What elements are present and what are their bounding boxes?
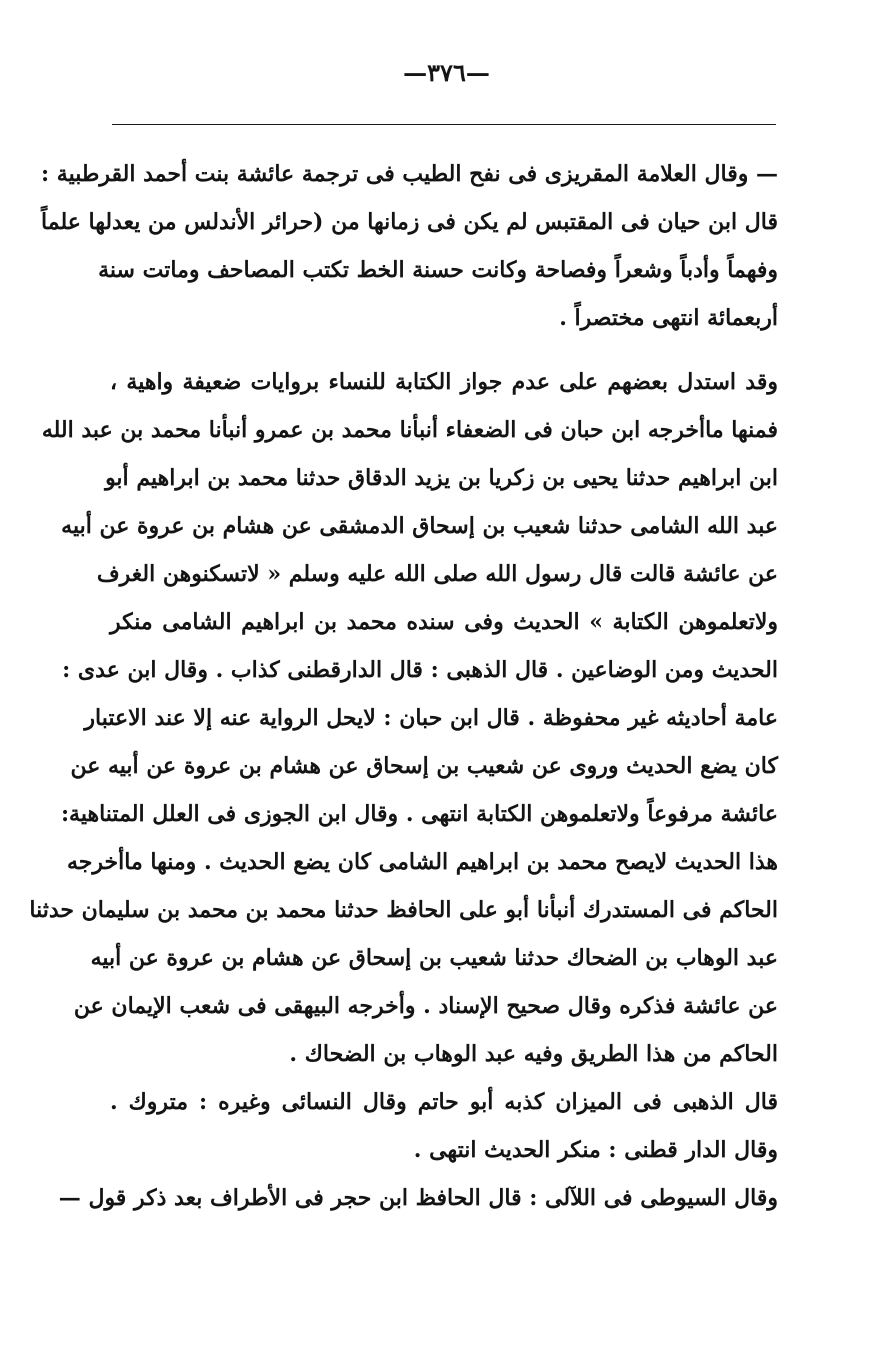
header-divider bbox=[112, 124, 776, 125]
page-number: —٣٧٦— bbox=[403, 58, 490, 87]
text-line: الحديث ومن الوضاعين . قال الذهبى : قال الدارقطنى كذاب . وقال ابن عدى : bbox=[62, 657, 778, 683]
text-line: وقال الدار قطنى : منكر الحديث انتهى . bbox=[413, 1137, 778, 1163]
text-line: وقال السيوطى فى اللآلى : قال الحافظ ابن حجر فى الأطراف بعد ذكر قول — bbox=[58, 1185, 778, 1211]
paragraph-spacer bbox=[110, 342, 778, 358]
text-line: عبد الله الشامى حدثنا شعيب بن إسحاق الدمشقى عن هشام بن عروة عن أبيه bbox=[61, 513, 778, 539]
text-line: قال ابن حيان فى المقتبس لم يكن فى زمانها من (حرائر الأندلس من يعدلها علماً bbox=[41, 209, 778, 235]
text-line: هذا الحديث لايصح محمد بن ابراهيم الشامى كان يضع الحديث . ومنها ماأخرجه bbox=[67, 849, 778, 875]
paragraph-4 bbox=[58, 1174, 778, 1222]
text-line: ابن ابراهيم حدثنا يحيى بن زكريا بن يزيد الدقاق حدثنا محمد بن ابراهيم أبو bbox=[105, 465, 778, 491]
text-line: أربعمائة انتهى مختصراً . bbox=[559, 305, 778, 331]
paragraph-3 bbox=[110, 1078, 778, 1174]
paragraph-1 bbox=[41, 150, 778, 342]
page-body bbox=[29, 150, 778, 1222]
text-line: عامة أحاديثه غير محفوظة . قال ابن حبان : لايحل الرواية عنه إلا عند الاعتبار bbox=[84, 705, 778, 731]
text-line: عبد الوهاب بن الضحاك حدثنا شعيب بن إسحاق عن هشام بن عروة عن أبيه bbox=[90, 945, 778, 971]
text-line: الحاكم فى المستدرك أنبأنا أبو على الحافظ حدثنا محمد بن محمد بن سليمان حدثنا bbox=[29, 897, 778, 923]
paragraph-2 bbox=[29, 358, 778, 1078]
text-line: وقد استدل بعضهم على عدم جواز الكتابة للنساء بروايات ضعيفة واهية ، bbox=[110, 369, 778, 395]
text-line: الحاكم من هذا الطريق وفيه عبد الوهاب بن الضحاك . bbox=[289, 1041, 778, 1067]
text-line: فمنها ماأخرجه ابن حبان فى الضعفاء أنبأنا محمد بن عمرو أنبأنا محمد بن عبد الله bbox=[41, 417, 778, 443]
text-line: وفهماً وأدباً وشعراً وفصاحة وكانت حسنة الخط تكتب المصاحف وماتت سنة bbox=[98, 257, 778, 283]
text-line: عن عائشة فذكره وقال صحيح الإسناد . وأخرجه البيهقى فى شعب الإيمان عن bbox=[73, 993, 778, 1019]
text-line: عائشة مرفوعاً ولاتعلموهن الكتابة انتهى . وقال ابن الجوزى فى العلل المتناهية: bbox=[60, 801, 778, 827]
text-line: كان يضع الحديث وروى عن شعيب بن إسحاق عن هشام بن عروة عن أبيه عن bbox=[70, 753, 778, 779]
text-line: قال الذهبى فى الميزان كذبه أبو حاتم وقال النسائى وغيره : متروك . bbox=[110, 1089, 778, 1115]
text-line: عن عائشة قالت قال رسول الله صلى الله عليه وسلم « لاتسكنوهن الغرف bbox=[96, 561, 778, 587]
text-line: — وقال العلامة المقريزى فى نفح الطيب فى ترجمة عائشة بنت أحمد القرطبية : bbox=[41, 161, 778, 187]
text-line: ولاتعلموهن الكتابة » الحديث وفى سنده محمد بن ابراهيم الشامى منكر bbox=[110, 609, 778, 635]
